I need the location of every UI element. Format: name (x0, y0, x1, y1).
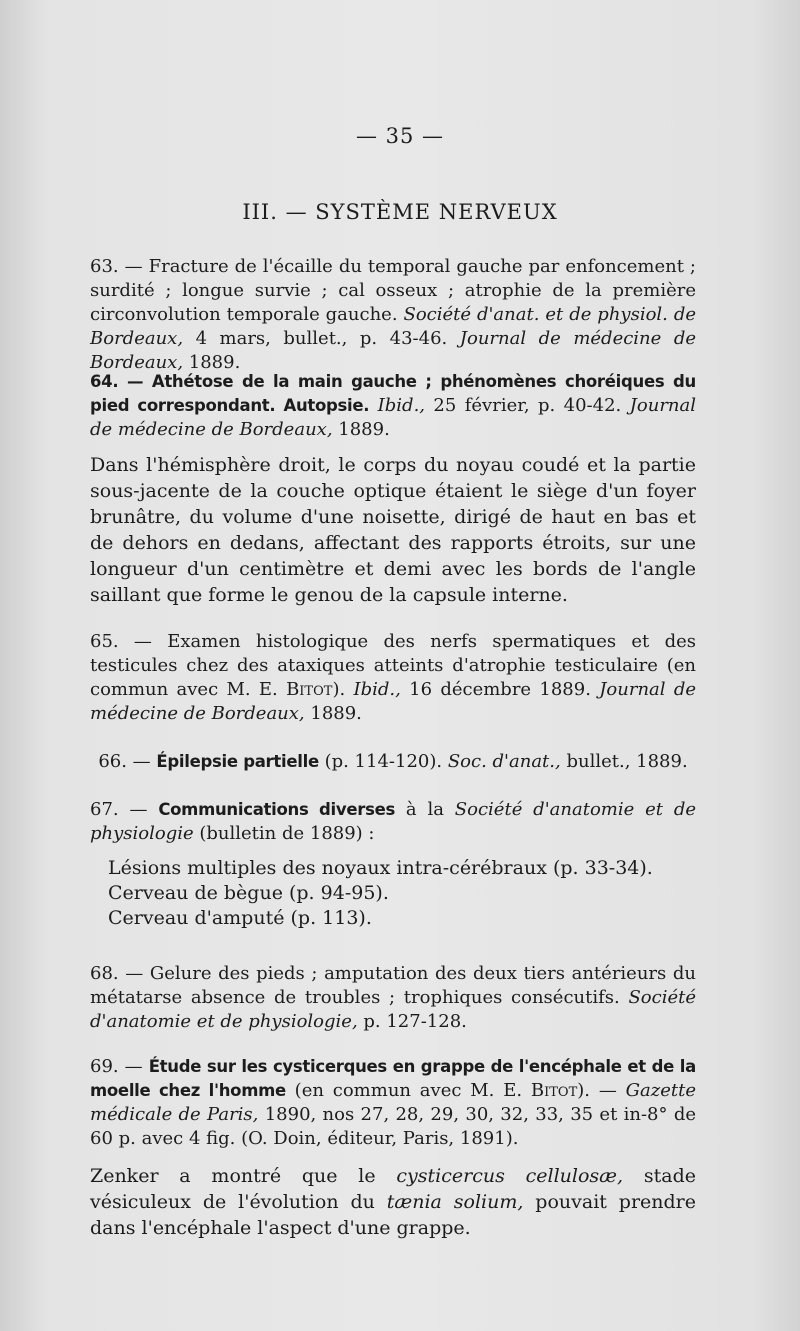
entry-66-ref: Soc. d'anat., (447, 751, 561, 772)
entry-69-num: 69. — (90, 1056, 149, 1077)
entry-66-title: Épilepsie partielle (156, 752, 319, 771)
list-item: Cerveau de bègue (p. 94-95). (108, 882, 389, 904)
entry-67-ref: Société d'anatomie et de physiologie (90, 799, 697, 844)
entry-63-ref1-tail: 4 mars, bullet., p. 43-46. (183, 328, 460, 349)
entry-63-text: 63. — Fracture de l'écaille du temporal gauche par enfoncement ; surdité ; longue survie ; cal osseux ; atrophie de la première circonvolution temporale gauche. (90, 256, 696, 325)
entry-69-body-c: stade vésiculeux de l'évolution du (90, 1165, 696, 1213)
page-number: — 35 — (355, 124, 445, 148)
entry-64-ref: Journal de médecine de Bordeaux, (90, 395, 697, 440)
entry-63-ref2: Journal de médecine de Bordeaux, (90, 328, 696, 373)
entry-65-tail: 16 décembre 1889. (400, 679, 600, 700)
entry-66-tail: (p. 114-120). (318, 751, 448, 772)
entry-68 (90, 962, 696, 1034)
entry-69-body-a: Zenker a montré que le (90, 1165, 397, 1187)
entry-65 (90, 630, 696, 726)
entry-65-ref: Journal de médecine de Bordeaux, (90, 679, 697, 724)
entry-65-text: 65. — Examen histologique des nerfs spermatiques et des testicules chez des ataxiques atteints d'atrophie testiculaire (en commun avec M. E. (90, 631, 696, 700)
entry-67-num: 67. — (90, 799, 159, 820)
entry-64-tail: 25 février, p. 40-42. (425, 395, 630, 416)
entry-69-body-d: tænia solium, (386, 1191, 524, 1213)
entry-67-mid: à la (395, 799, 455, 820)
entry-64-ibid: Ibid., (369, 395, 426, 416)
entry-68-ref: Société d'anatomie et de physiologie, (90, 987, 696, 1032)
section-title: III. — SYSTÈME NERVEUX (242, 200, 558, 224)
entry-66 (90, 750, 696, 774)
entry-65-name: Bitot (286, 679, 333, 700)
entry-67 (90, 798, 696, 846)
entry-69-title: Étude sur les cysticerques en grappe de l'encéphale et de la moelle chez l'homme (90, 1057, 696, 1100)
entry-64 (90, 370, 696, 442)
entry-69-body (90, 1163, 696, 1241)
entry-69-mid: (en commun avec M. E. (285, 1080, 531, 1101)
entry-68-tail: p. 127-128. (357, 1011, 467, 1032)
entry-64-title: 64. — Athétose de la main gauche ; phénomènes choréiques du pied correspondant. Autopsie. (90, 372, 696, 415)
entry-63-ref2-tail: 1889. (183, 352, 241, 373)
entry-69-body-b: cysticercus cellulosæ, (396, 1165, 624, 1187)
entry-69 (90, 1055, 696, 1151)
entry-64-ref-tail: 1889. (332, 419, 390, 440)
entry-66-ref-tail: bullet., 1889. (560, 751, 688, 772)
entry-68-text: 68. — Gelure des pieds ; amputation des deux tiers antérieurs du métatarse absence de troubles ; trophiques consécutifs. (90, 963, 696, 1008)
entry-67-list (108, 856, 714, 931)
entry-65-text2: ). (332, 679, 354, 700)
entry-67-tail: (bulletin de 1889) : (193, 823, 375, 844)
entry-69-mid2: ). — (577, 1080, 626, 1101)
entry-64-body: Dans l'hémisphère droit, le corps du noyau coudé et la partie sous-jacente de la couche optique étaient le siège d'un foyer brunâtre, du volume d'une noisette, dirigé de haut en bas et de dehors en dedans, affectant des rapports étroits, sur une longueur d'un centimètre et demi avec les bords de l'angle saillant que forme le genou de la capsule interne. (90, 454, 696, 606)
entry-69-body-e: pouvait prendre dans l'encéphale l'aspect d'une grappe. (90, 1191, 697, 1239)
entry-69-tail: 1890, nos 27, 28, 29, 30, 32, 33, 35 et in-8° de 60 p. avec 4 fig. (O. Doin, éditeur, Paris, 1891). (90, 1104, 696, 1149)
entry-63-ref1: Société d'anat. et de physiol. de Bordeaux, (90, 304, 696, 349)
entry-65-ref-tail: 1889. (304, 703, 362, 724)
list-item: Lésions multiples des noyaux intra-cérébraux (p. 33-34). (108, 857, 653, 879)
entry-69-ref: Gazette médicale de Paris, (90, 1080, 696, 1125)
entry-63 (90, 255, 696, 375)
entry-66-num: 66. — (98, 751, 157, 772)
entry-69-name: Bitot (530, 1080, 578, 1101)
entry-67-title: Communications diverses (158, 800, 396, 819)
entry-65-ibid: Ibid., (353, 679, 401, 700)
list-item: Cerveau d'amputé (p. 113). (108, 907, 372, 929)
